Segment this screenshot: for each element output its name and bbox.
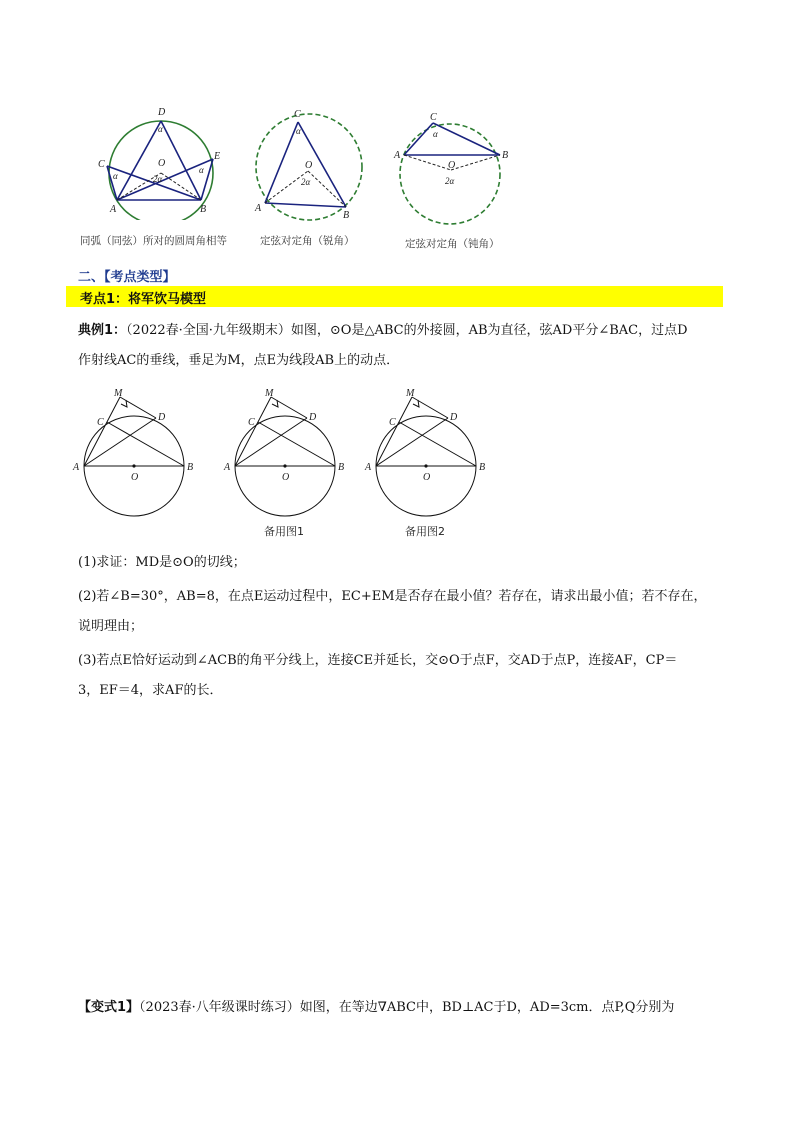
figure-caption-spare-2: 备用图2 (405, 525, 445, 538)
point-label-o: O (305, 160, 313, 171)
point-label-m: M (114, 388, 123, 399)
variant-1-text: （2023春·八年级课时练习）如图，在等边∇ABC中，BD⊥AC于D，AD=3cm．点P,Q分别为 (139, 1000, 675, 1015)
point-label-e: E (214, 151, 221, 162)
point-label-a: A (110, 204, 117, 215)
example-figure-main (70, 385, 200, 525)
point-label-d: D (158, 107, 166, 118)
angle-two-alpha: 2α (445, 176, 455, 186)
angle-alpha: α (433, 129, 438, 139)
point-label-a: A (255, 203, 262, 214)
point-label-a: A (224, 462, 231, 473)
point-label-b: B (338, 462, 345, 473)
point-label-c: C (389, 417, 396, 428)
point-label-b: B (479, 462, 486, 473)
question-2-line-2: 说明理由； (78, 619, 144, 634)
figure-caption: 定弦对定角（锐角） (260, 235, 355, 247)
point-label-b: B (343, 210, 350, 221)
point-label-o: O (448, 160, 456, 171)
point-label-m: M (265, 388, 274, 399)
point-label-d: D (309, 412, 317, 423)
point-label-o: O (282, 472, 290, 483)
figure-caption: 同弧（同弦）所对的圆周角相等 (80, 235, 227, 247)
topic-title: 考点1：将军饮马模型 (80, 292, 207, 307)
question-1: (1)求证：MD是⊙O的切线； (78, 555, 246, 570)
point-label-c: C (248, 417, 255, 428)
point-label-b: B (502, 150, 509, 161)
point-label-d: D (450, 412, 458, 423)
figure-caption: 定弦对定角（钝角） (405, 238, 500, 250)
point-label-b: B (200, 204, 207, 215)
angle-two-alpha: 2α (153, 174, 163, 184)
point-label-o: O (423, 472, 431, 483)
point-label-a: A (73, 462, 80, 473)
point-label-a: A (365, 462, 372, 473)
question-3-line-2: 3，EF＝4，求AF的长． (78, 683, 223, 698)
point-label-c: C (430, 112, 437, 123)
point-label-c: C (98, 159, 105, 170)
example-1-label: 典例1： (78, 323, 127, 338)
variant-1-label: 【变式1】 (78, 1000, 140, 1015)
section-title: 二、【考点类型】 (78, 270, 176, 285)
point-label-b: B (187, 462, 194, 473)
question-2-line-1: (2)若∠B=30°，AB=8，在点E运动过程中，EC+EM是否存在最小值？若存在，请求出最小值；若不存在， (78, 589, 707, 604)
question-3-line-1: (3)若点E恰好运动到∠ACB的角平分线上，连接CE并延长，交⊙O于点F，交AD于点P，连接AF，CP＝ (78, 653, 678, 668)
point-label-o: O (158, 158, 166, 169)
point-label-c: C (294, 109, 301, 120)
figure-caption-spare-1: 备用图1 (264, 525, 304, 538)
example-1-text: （2022春·全国·九年级期末）如图，⊙O是△ABC的外接圆，AB为直径，弦AD平分∠BAC，过点D (126, 323, 688, 338)
point-label-d: D (158, 412, 166, 423)
angle-alpha: α (199, 165, 204, 175)
example-figure-spare-2 (362, 385, 492, 525)
example-1-line-2: 作射线AC的垂线，垂足为M，点E为线段AB上的动点． (78, 353, 400, 368)
point-label-m: M (406, 388, 415, 399)
circle (109, 121, 213, 220)
point-label-o: O (131, 472, 139, 483)
figure-fixed-chord-acute (250, 108, 370, 224)
example-1-line-1 (78, 318, 723, 344)
angle-two-alpha: 2α (301, 177, 311, 187)
angle-alpha: α (296, 126, 301, 136)
angle-alpha: α (113, 171, 118, 181)
figure-inscribed-angles (90, 100, 240, 220)
angle-alpha: α (158, 124, 163, 134)
example-figure-spare-1 (221, 385, 351, 525)
variant-1-line (78, 995, 723, 1021)
point-label-a: A (394, 150, 401, 161)
point-label-c: C (97, 417, 104, 428)
circle (400, 124, 500, 224)
figure-fixed-chord-obtuse (390, 110, 520, 230)
